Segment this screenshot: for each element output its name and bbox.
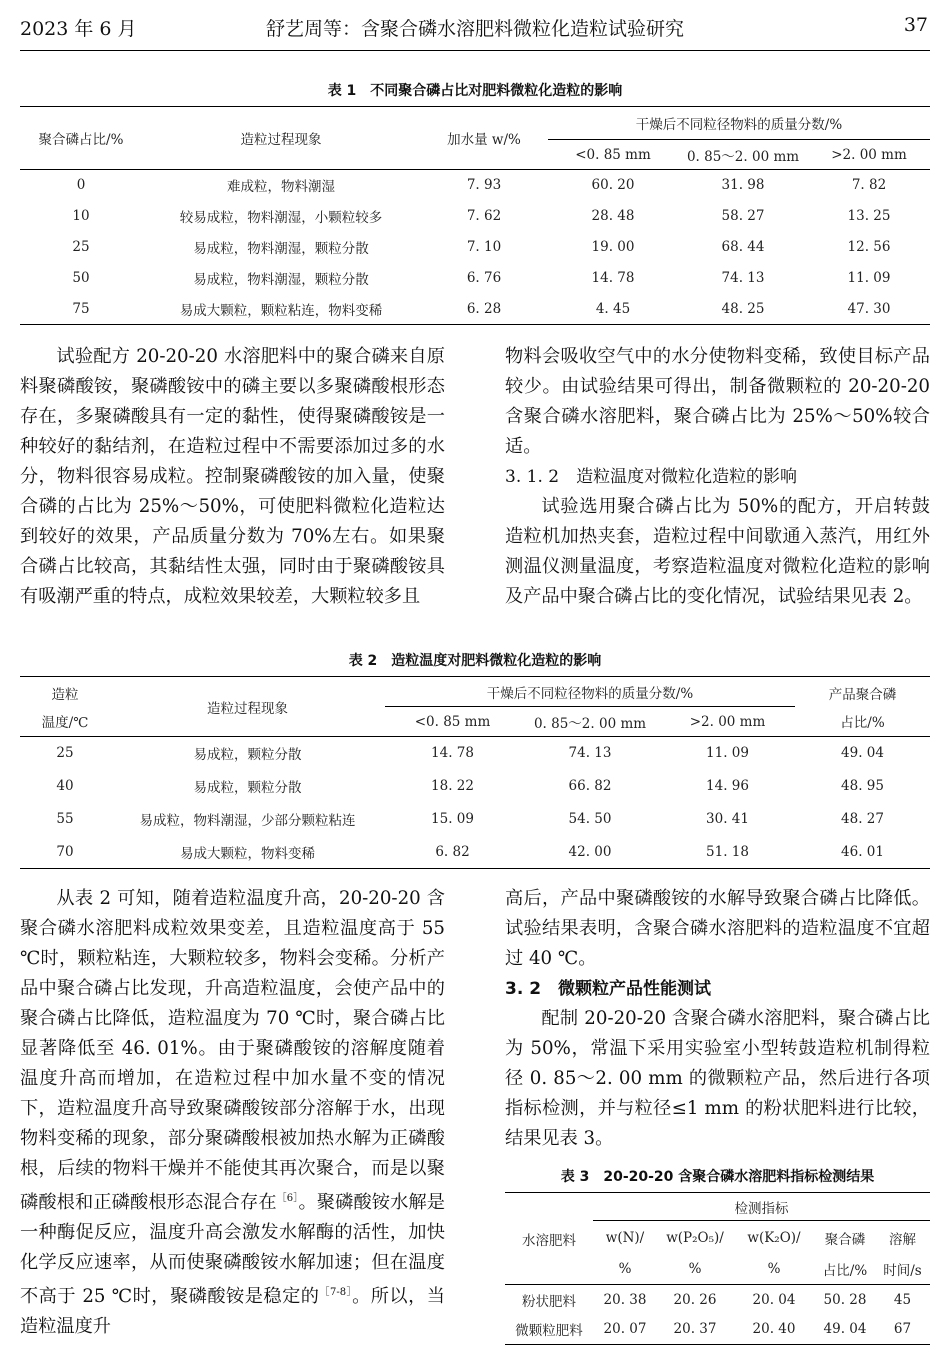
- cell: 45: [893, 1291, 912, 1308]
- cell: 54. 50: [568, 811, 612, 827]
- t3-h-col: w(N)/: [605, 1229, 645, 1246]
- table1-caption: 表 1 不同聚合磷占比对肥料微粒化造粒的影响: [327, 83, 623, 99]
- t2-h-size: >2. 00 mm: [660, 707, 795, 737]
- table-row: [20, 263, 930, 294]
- cell: 74. 13: [568, 745, 612, 762]
- t3-h-col-unit: 时间/s: [875, 1255, 930, 1285]
- paragraph: 配制 20-20-20 含聚合磷水溶肥料，聚合磷占比为 50%，常温下采用实验室小型转鼓造粒机制得粒径 0. 85～2. 00 mm 的微颗粒产品，然后进行各项指标检测，并与粒径≤1 mm 的粉状肥料进行比较，结果见表 3。: [505, 1008, 930, 1149]
- t2-h-temp-line2: 温度/℃: [41, 714, 89, 731]
- cell: 67: [893, 1321, 912, 1338]
- cell: 20. 07: [603, 1321, 647, 1338]
- table2: [20, 676, 930, 869]
- cell: 70: [56, 843, 74, 860]
- t1-h-size: 0. 85～2. 00 mm: [678, 140, 808, 170]
- cell: 12. 56: [847, 239, 891, 255]
- cell: 易成粒，物料潮湿，少部分颗粒粘连: [139, 813, 356, 829]
- paragraph: [20, 884, 445, 1342]
- cell: 易成大颗粒，物料变稀: [180, 845, 315, 862]
- t2-h-prod-line1: 产品聚合磷: [828, 686, 897, 703]
- paragraph: 试验配方 20-20-20 水溶肥料中的聚合磷来自原料聚磷酸铵，聚磷酸铵中的磷主要以多聚磷酸根形态存在，多聚磷酸具有一定的黏性，使得聚磷酸铵是一种较好的黏结剂，在造粒过程中不需要添加过多的水分，物料很容易成粒。控制聚磷酸铵的加入量，使聚合磷的占比为 25%～50%，可使肥料微粒化造粒达到较好的效果，产品质量分数为 70%左右。如果聚合磷占比较高，其黏结性太强，同时由于聚磷酸铵具有吸潮严重的特点，成粒效果较差，大颗粒较多且: [20, 346, 445, 607]
- t2-h-temp-line1: 造粒: [51, 686, 79, 703]
- cell: 易成粒，物料潮湿，颗粒分散: [193, 272, 369, 288]
- table-row: [20, 170, 930, 201]
- t3-h-col-unit: 占比/%: [815, 1255, 875, 1285]
- cell: 42. 00: [568, 843, 612, 860]
- cell: 7. 10: [466, 239, 502, 255]
- t2-h-prod-line2: 占比/%: [840, 714, 885, 731]
- section-heading-3-2: 3. 2 微颗粒产品性能测试: [505, 979, 712, 999]
- cell: 47. 30: [847, 300, 891, 317]
- t3-h-fert: 水溶肥料: [505, 1193, 593, 1285]
- cell: 微颗粒肥料: [515, 1323, 583, 1340]
- cell: 难成粒，物料潮湿: [227, 179, 335, 196]
- cell: 15. 09: [431, 811, 474, 827]
- t3-h-col-unit: %: [657, 1255, 733, 1285]
- cell: 30. 41: [706, 811, 749, 827]
- cell: 较易成粒，物料潮湿，小颗粒较多: [179, 210, 383, 226]
- t1-h-water: 加水量 w/%: [420, 107, 548, 170]
- t2-h-group: 干燥后不同粒径物料的质量分数/%: [385, 677, 795, 707]
- cell: 25: [72, 239, 90, 255]
- table-row: [20, 201, 930, 232]
- t2-h-temp: [20, 677, 110, 737]
- cell: 易成大颗粒，颗粒粘连，物料变稀: [179, 302, 383, 319]
- cell: 10: [72, 208, 90, 224]
- header-title: 舒艺周等：含聚合磷水溶肥料微粒化造粒试验研究: [265, 18, 684, 40]
- table-row: [20, 836, 930, 869]
- citation: ［7-8］: [319, 1287, 353, 1299]
- paragraph: 高后，产品中聚磷酸铵的水解导致聚合磷占比降低。试验结果表明，含聚合磷水溶肥料的造粒温度不宜超过 40 ℃。: [505, 888, 930, 969]
- cell: 20. 37: [673, 1321, 717, 1338]
- cell: 48. 27: [841, 811, 884, 827]
- t1-h-group: 干燥后不同粒径物料的质量分数/%: [548, 107, 930, 140]
- text-run: 。所以，当造粒温度升: [20, 1286, 445, 1338]
- cell: 18. 22: [431, 778, 474, 794]
- table-row: [505, 1315, 930, 1345]
- t3-h-col: 溶解: [889, 1231, 916, 1248]
- cell: 51. 18: [706, 843, 749, 860]
- cell: 0: [76, 177, 86, 194]
- paragraph: 物料会吸收空气中的水分使物料变稀，致使目标产品较少。由试验结果可得出，制备微颗粒的 20-20-20 含聚合磷水溶肥料，聚合磷占比为 25%～50%较合适。: [505, 346, 930, 457]
- cell: 20. 04: [752, 1291, 796, 1308]
- cell: 粉状肥料: [522, 1293, 576, 1310]
- left-column-2: [20, 884, 445, 1342]
- t3-h-col: w(K₂O)/: [747, 1229, 801, 1246]
- table-row: [20, 737, 930, 770]
- t1-h-size: <0. 85 mm: [548, 140, 678, 170]
- table-row: [505, 1285, 930, 1315]
- t1-h-ratio: 聚合磷占比/%: [20, 107, 142, 170]
- t3-h-col-unit: %: [733, 1255, 815, 1285]
- citation: ［6］: [276, 1193, 299, 1204]
- cell: 58. 27: [721, 208, 765, 224]
- t1-h-size: >2. 00 mm: [808, 140, 930, 170]
- cell: 14. 96: [706, 778, 749, 794]
- table-row: [20, 803, 930, 836]
- cell: 19. 00: [591, 239, 635, 255]
- cell: 易成粒，物料潮湿，颗粒分散: [193, 241, 369, 257]
- text-run: 。聚磷酸铵水解是一种酶促反应，温度升高会激发水解酶的活性，加快化学反应速率，从而使聚磷酸铵水解加速；但在温度不高于 25 ℃时，聚磷酸铵是稳定的: [20, 1192, 445, 1308]
- cell: 6. 76: [466, 270, 502, 286]
- cell: 55: [56, 811, 74, 827]
- t1-h-phen: 造粒过程现象: [142, 107, 420, 170]
- cell: 74. 13: [721, 270, 765, 286]
- cell: 11. 09: [847, 270, 891, 286]
- t3-h-group: 检测指标: [593, 1193, 930, 1221]
- t3-h-col: 聚合磷: [824, 1231, 866, 1248]
- cell: 易成粒，颗粒分散: [193, 780, 302, 796]
- cell: 68. 44: [721, 239, 765, 255]
- left-column-1: [20, 342, 445, 612]
- t2-h-phen: 造粒过程现象: [110, 677, 385, 737]
- cell: 6. 82: [435, 843, 470, 860]
- page-number: 37: [903, 14, 928, 36]
- t2-h-size: 0. 85～2. 00 mm: [520, 707, 660, 737]
- cell: 20. 40: [752, 1321, 796, 1338]
- cell: 50: [72, 270, 90, 286]
- cell: 49. 04: [841, 745, 884, 762]
- cell: 50. 28: [823, 1291, 867, 1308]
- table1: [20, 106, 930, 325]
- right-column-2: [505, 884, 930, 1154]
- t2-h-prod: [795, 677, 930, 737]
- cell: 28. 48: [591, 208, 635, 224]
- cell: 49. 04: [823, 1321, 867, 1338]
- table-row: [20, 770, 930, 803]
- section-heading-3-1-2: 3. 1. 2 造粒温度对微粒化造粒的影响: [505, 467, 798, 487]
- table-row: [20, 294, 930, 325]
- t3-h-col-unit: %: [593, 1255, 657, 1285]
- cell: 6. 28: [466, 300, 502, 317]
- header-date: 2023 年 6 月: [20, 18, 137, 40]
- cell: 20. 38: [603, 1291, 647, 1308]
- cell: 48. 25: [721, 300, 765, 317]
- cell: 60. 20: [591, 177, 635, 194]
- cell: 46. 01: [841, 843, 884, 860]
- header-rule: [20, 50, 930, 51]
- table2-caption: 表 2 造粒温度对肥料微粒化造粒的影响: [348, 653, 602, 669]
- right-column-1: [505, 342, 930, 612]
- t3-h-col: w(P₂O₅)/: [666, 1229, 724, 1246]
- cell: 20. 26: [673, 1291, 717, 1308]
- table3: [505, 1192, 930, 1345]
- cell: 25: [56, 745, 74, 762]
- cell: 14. 78: [431, 745, 474, 762]
- cell: 13. 25: [847, 208, 891, 224]
- cell: 75: [72, 300, 90, 317]
- table-row: [20, 232, 930, 263]
- cell: 14. 78: [591, 270, 635, 286]
- table3-caption: 表 3 20-20-20 含聚合磷水溶肥料指标检测结果: [560, 1169, 875, 1185]
- cell: 48. 95: [841, 778, 884, 794]
- cell: 40: [56, 778, 74, 794]
- cell: 66. 82: [568, 778, 612, 794]
- cell: 31. 98: [721, 177, 765, 194]
- cell: 易成粒，颗粒分散: [193, 747, 302, 764]
- cell: 7. 93: [466, 177, 502, 194]
- text-run: 从表 2 可知，随着造粒温度升高，20-20-20 含聚合磷水溶肥料成粒效果变差，且造粒温度高于 55 ℃时，颗粒粘连，大颗粒较多，物料会变稀。分析产品中聚合磷占比发现，升高造粒温度，会使产品中的聚合磷占比降低，造粒温度为 70 ℃时，聚合磷占比显著降低至 46. 01%。由于聚磷酸铵的溶解度随着温度升高而增加，在造粒过程中加水量不变的情况下，造粒温度升高导致聚磷酸铵部分溶解于水，出现物料变稀的现象，部分聚磷酸根被加热水解为正磷酸根，后续的物料干燥并不能使其再次聚合，而是以聚磷酸根和正磷酸根形态混合存在: [20, 888, 445, 1214]
- cell: 11. 09: [706, 745, 749, 762]
- cell: 7. 62: [466, 208, 502, 224]
- t2-h-size: <0. 85 mm: [385, 707, 520, 737]
- cell: 7. 82: [851, 177, 887, 194]
- cell: 4. 45: [595, 300, 631, 317]
- paragraph: 试验选用聚合磷占比为 50%的配方，开启转鼓造粒机加热夹套，造粒过程中间歇通入蒸汽，用红外测温仪测量温度，考察造粒温度对微粒化造粒的影响及产品中聚合磷占比的变化情况，试验结果见表 2。: [505, 496, 930, 607]
